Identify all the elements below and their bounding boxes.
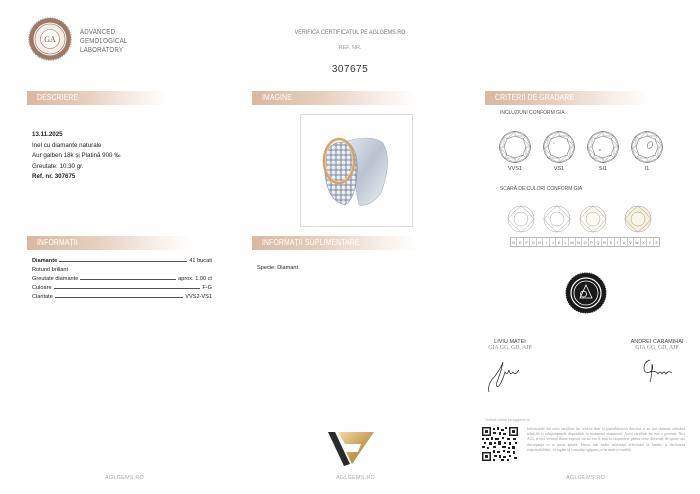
info-row-weight: Greutate diamante aprox. 1.00 ct — [32, 276, 212, 282]
clarity-item-vvs1: VVS1 — [497, 130, 533, 172]
qr-code[interactable] — [482, 427, 518, 461]
info-row-diamonds: Diamante 41 bucati — [32, 258, 212, 264]
description-weight: Greutate: 10.30 gr. — [32, 162, 84, 170]
lab-name — [80, 28, 127, 55]
clarity-item-vs1: VS1 — [541, 130, 577, 172]
description-metal: Aur galben 18k și Platină 900 ‰ — [32, 152, 121, 159]
clarity-item-i1: I1 — [629, 130, 665, 172]
ref-number: 307675 — [331, 64, 369, 75]
ref-number-label: REF. NR. — [338, 45, 362, 51]
inclusions-title: INCLUZIUNI CONFORM GIA — [500, 110, 565, 116]
leader-line — [55, 297, 183, 298]
information-table — [32, 255, 212, 300]
section-header-supplementary: INFORMAȚII SUPLIMENTARE — [252, 236, 417, 250]
section-header-information: INFORMAȚII — [27, 236, 192, 250]
section-header-image: IMAGINE — [252, 91, 417, 105]
description-block — [32, 130, 120, 183]
description-item: Inel cu diamante naturale — [32, 141, 102, 149]
description-date: 13.11.2025 — [32, 131, 63, 138]
leader-line — [80, 279, 176, 280]
ring-image — [300, 114, 413, 227]
lab-name-line-2: GEMOLOGICAL — [80, 38, 128, 45]
lab-name-line-1: ADVANCED — [80, 29, 116, 36]
color-scale-title: SCARĂ DE CULORI CONFORM GIA — [500, 186, 583, 192]
diamond-top-icon — [630, 130, 664, 164]
lab-stamp-seal — [565, 272, 607, 314]
footer-website-right: AGLGEMS.RO — [566, 475, 605, 481]
leader-line — [54, 288, 201, 289]
signature-block-1: LIVIU MATEI GIA GG, GD, AJP — [488, 339, 532, 351]
diamond-top-icon — [498, 130, 532, 164]
info-row-color: Culoare F-G — [32, 285, 212, 291]
diamond-top-icon — [586, 130, 620, 164]
species-text: Specie: Diamant — [257, 265, 299, 271]
signature-2 — [640, 358, 676, 389]
diamond-top-icon — [542, 130, 576, 164]
svg-text:GA: GA — [44, 35, 56, 44]
clarity-item-si1: SI1 — [585, 130, 621, 172]
section-header-criteria: CRITERII DE GRADARE — [485, 91, 650, 105]
verify-certificate-text: VERIFICĂ CERTIFICATUL PE AGLGEMS.RO — [294, 30, 406, 36]
info-row-clarity: Claritate VVS2-VS1 — [32, 294, 212, 300]
color-scale-ruler: D E F G H I J K L M N O P Q R S T U V W X Y Z — [510, 237, 660, 247]
color-diamonds — [505, 203, 685, 238]
description-ref: Ref. nr. 307675 — [32, 173, 76, 180]
section-header-description: DESCRIERE — [27, 91, 167, 105]
clarity-diagrams — [497, 130, 687, 180]
disclaimer-text: Informațiile din acest certificat fac referire doar la piatra/bijuteria descrisă și au fost obținute utilizând tehnicile și echipamentele disponibile în momentul examinării. Acest certificat nu este o garanție. Nici AGL și nici vreunul dintre experții săi nu vor fi trași la răspundere pentru orice diferență de opinie sau discrepanță ce ar putea apărea. Pentru mai multe informații referitoare la limitări și declinarea responsabilității, vă rugăm să consultați aglgems.ro/termeni-și-condiții. — [527, 427, 685, 452]
signature-1 — [485, 358, 525, 399]
leader-line — [59, 261, 187, 262]
footer-website-center: AGLGEMS.RO — [336, 475, 375, 481]
signature-block-2: ANDREI CARAMIHAI GIA GG, GD, AJP — [630, 339, 684, 351]
footer-website-left: AGLGEMS.RO — [105, 475, 144, 481]
agl-seal-logo — [28, 17, 72, 61]
verify-online-text: Verifică online pe aglgems.ro — [485, 418, 530, 422]
aglgems-logo — [328, 430, 376, 468]
info-row-cut: Rotund briliant — [32, 267, 69, 273]
lab-name-line-3: LABORATORY — [80, 47, 124, 54]
